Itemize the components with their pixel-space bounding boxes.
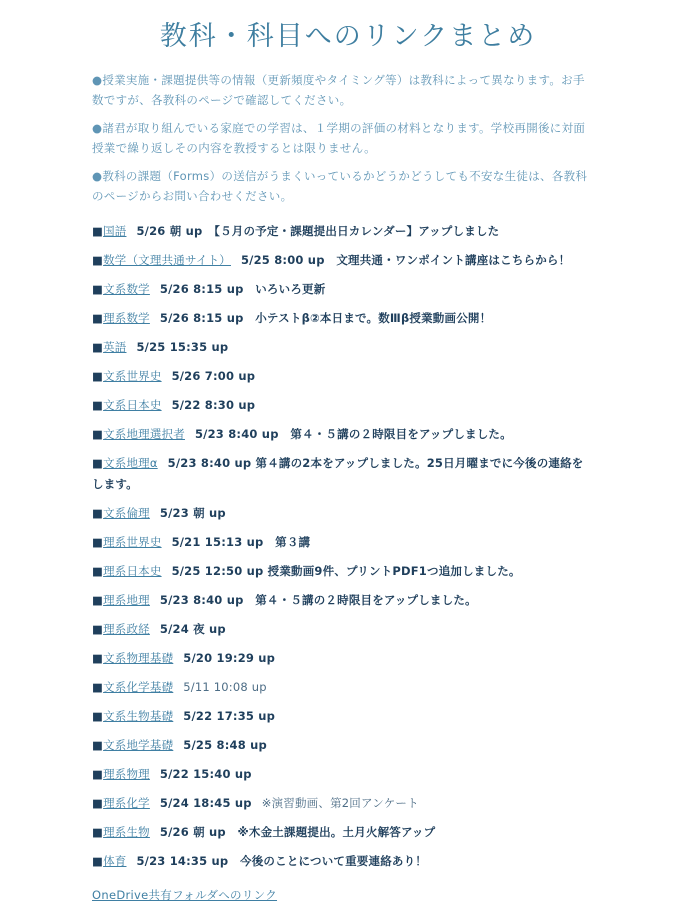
subject-link[interactable]: 理系化学 bbox=[103, 796, 150, 810]
subject-link[interactable]: 理系政経 bbox=[103, 622, 150, 636]
bullet-square: ■ bbox=[92, 825, 104, 839]
subject-link[interactable]: 理系生物 bbox=[103, 825, 150, 839]
subject-update-info: 5/25 8:48 up bbox=[183, 738, 267, 752]
notice-item: ●授業実施・課題提供等の情報（更新頻度やタイミング等）は教科によって異なります。お手数ですが、各教科のページで確認してください。 bbox=[92, 73, 585, 107]
bullet-square: ■ bbox=[92, 340, 104, 354]
bullet-square: ■ bbox=[92, 622, 104, 636]
notice-list bbox=[92, 70, 592, 214]
subject-link[interactable]: 英語 bbox=[103, 340, 127, 354]
subject-link[interactable]: 文系世界史 bbox=[103, 369, 162, 383]
subject-update-info: 5/20 19:29 up bbox=[183, 651, 276, 665]
subject-link-list bbox=[92, 221, 592, 880]
subject-row bbox=[92, 590, 592, 611]
notice-item: ●教科の課題（Forms）の送信がうまくいっているかどうかどうしても不安な生徒は、各教科のページからお問い合わせください。 bbox=[92, 169, 588, 203]
subject-update-info: 5/23 8:40 up 第４講の2本をアップしました。25日月曜までに今後の連絡をします。 bbox=[92, 456, 584, 491]
subject-update-info: 5/26 朝 up 【５月の予定・課題提出日カレンダー】アップしました bbox=[136, 224, 500, 238]
subject-update-info: 5/24 夜 up bbox=[159, 622, 226, 636]
bullet-square: ■ bbox=[92, 427, 104, 441]
subject-update-info: 5/26 8:15 up いろいろ更新 bbox=[159, 282, 326, 296]
page-title: 教科・科目へのリンクまとめ bbox=[159, 21, 537, 52]
subject-link[interactable]: 国語 bbox=[103, 224, 127, 238]
bullet-square: ■ bbox=[92, 796, 104, 810]
subject-link[interactable]: 数学（文理共通サイト） bbox=[103, 253, 231, 267]
subject-row bbox=[92, 561, 592, 582]
subject-row bbox=[92, 279, 592, 300]
subject-link[interactable]: 理系日本史 bbox=[103, 564, 162, 578]
subject-row bbox=[92, 532, 592, 553]
subject-link[interactable]: 文系地理選択者 bbox=[103, 427, 185, 441]
bullet-square: ■ bbox=[92, 456, 104, 470]
subject-update-info: 5/25 12:50 up 授業動画9件、プリントPDF1つ追加しました。 bbox=[171, 564, 521, 578]
onedrive-folder-link[interactable]: OneDrive共有フォルダへのリンク bbox=[92, 888, 278, 902]
bullet-square: ■ bbox=[92, 709, 104, 723]
subject-row bbox=[92, 308, 592, 329]
subject-link[interactable]: 文系化学基礎 bbox=[103, 680, 174, 694]
subject-link[interactable]: 理系世界史 bbox=[103, 535, 162, 549]
bullet-square: ■ bbox=[92, 767, 104, 781]
subject-update-info: 5/22 15:40 up bbox=[159, 767, 252, 781]
subject-update-info: 5/23 8:40 up 第４・５講の２時限目をアップしました。 bbox=[159, 593, 477, 607]
subject-link[interactable]: 文系倫理 bbox=[103, 506, 150, 520]
subject-row bbox=[92, 424, 592, 445]
subject-update-info: 5/26 朝 up ※木金土課題提出。土月火解答アップ bbox=[159, 825, 436, 839]
bullet-square: ■ bbox=[92, 680, 104, 694]
subject-row bbox=[92, 648, 592, 669]
bullet-square: ■ bbox=[92, 311, 104, 325]
subject-link[interactable]: 文系物理基礎 bbox=[103, 651, 174, 665]
bullet-square: ■ bbox=[92, 369, 104, 383]
subject-update-info: 5/23 8:40 up 第４・５講の２時限目をアップしました。 bbox=[194, 427, 512, 441]
bullet-square: ■ bbox=[92, 593, 104, 607]
bullet-square: ■ bbox=[92, 535, 104, 549]
subject-update-info: 5/23 14:35 up 今後のことについて重要連絡あり！ bbox=[136, 854, 427, 868]
bullet-square: ■ bbox=[92, 854, 104, 868]
subject-row bbox=[92, 764, 592, 785]
subject-update-info: 5/25 15:35 up bbox=[136, 340, 229, 354]
subject-update-info: 5/22 8:30 up bbox=[171, 398, 256, 412]
subject-link[interactable]: 文系地理α bbox=[103, 456, 158, 470]
subject-row bbox=[92, 395, 592, 416]
subject-link[interactable]: 文系数学 bbox=[103, 282, 150, 296]
subject-row bbox=[92, 453, 592, 495]
subject-row bbox=[92, 366, 592, 387]
subject-update-info: 5/24 18:45 up bbox=[159, 796, 252, 810]
subject-row bbox=[92, 793, 592, 814]
subject-update-info: 5/26 7:00 up bbox=[171, 369, 256, 383]
bullet-square: ■ bbox=[92, 224, 104, 238]
subject-link[interactable]: 文系生物基礎 bbox=[103, 709, 174, 723]
subject-row bbox=[92, 735, 592, 756]
subject-update-extra: ※演習動画、第2回アンケート bbox=[261, 796, 419, 810]
subject-link[interactable]: 理系物理 bbox=[103, 767, 150, 781]
subject-update-info: 5/23 朝 up bbox=[159, 506, 226, 520]
subject-link[interactable]: 理系数学 bbox=[103, 311, 150, 325]
bullet-square: ■ bbox=[92, 398, 104, 412]
subject-update-info: 5/21 15:13 up 第３講 bbox=[171, 535, 311, 549]
subject-link[interactable]: 文系地学基礎 bbox=[103, 738, 174, 752]
bullet-square: ■ bbox=[92, 282, 104, 296]
subject-update-info: 5/25 8:00 up 文理共通・ワンポイント講座はこちらから！ bbox=[240, 253, 571, 267]
subject-row bbox=[92, 822, 592, 843]
subject-row bbox=[92, 619, 592, 640]
bullet-square: ■ bbox=[92, 738, 104, 752]
subject-link[interactable]: 理系地理 bbox=[103, 593, 150, 607]
subject-row bbox=[92, 851, 592, 872]
subject-row bbox=[92, 221, 592, 242]
bullet-square: ■ bbox=[92, 506, 104, 520]
notice-item: ●諸君が取り組んでいる家庭での学習は、１学期の評価の材料となります。学校再開後に対面授業で繰り返しその内容を教授するとは限りません。 bbox=[92, 121, 586, 155]
subject-update-info: 5/22 17:35 up bbox=[183, 709, 276, 723]
bullet-square: ■ bbox=[92, 651, 104, 665]
subject-update-info: 5/11 10:08 up bbox=[183, 680, 267, 694]
subject-row bbox=[92, 250, 592, 271]
subject-row bbox=[92, 337, 592, 358]
subject-row bbox=[92, 503, 592, 524]
bullet-square: ■ bbox=[92, 253, 104, 267]
subject-link[interactable]: 体育 bbox=[103, 854, 127, 868]
subject-update-info: 5/26 8:15 up 小テストβ②本日まで。数Ⅲβ授業動画公開！ bbox=[159, 311, 492, 325]
subject-link[interactable]: 文系日本史 bbox=[103, 398, 162, 412]
bullet-square: ■ bbox=[92, 564, 104, 578]
subject-row bbox=[92, 706, 592, 727]
subject-row bbox=[92, 677, 592, 698]
